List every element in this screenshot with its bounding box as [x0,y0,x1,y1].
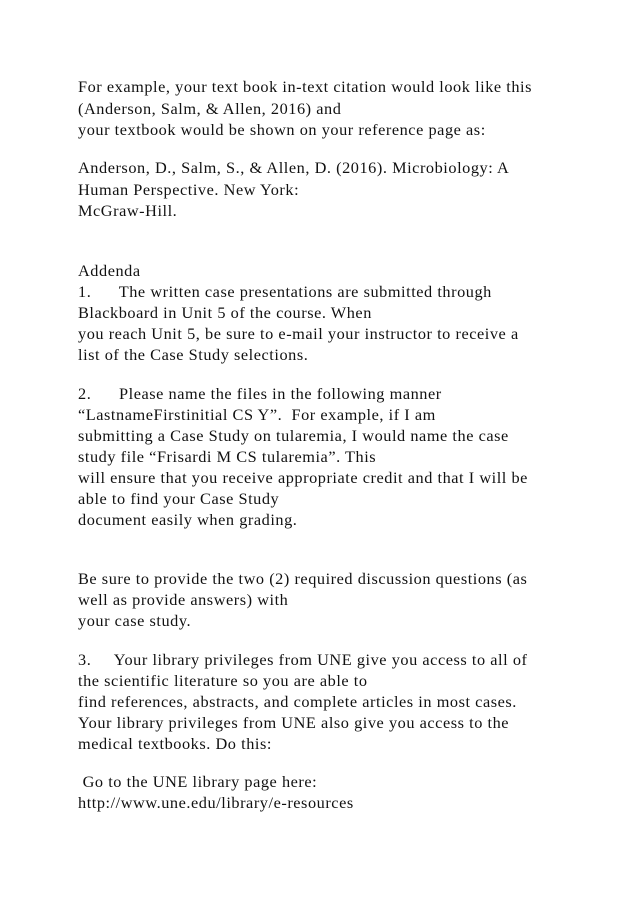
discussion-note-line-1: Be sure to provide the two (2) required discussion questions (as [78,569,528,588]
reference-line-2: Human Perspective. New York: [78,180,300,199]
addenda-item-2-line-6: able to find your Case Study [78,489,280,508]
reference-line-3: McGraw-Hill. [78,201,178,220]
reference-line-1: Anderson, D., Salm, S., & Allen, D. (2016). Microbiology: A [78,158,510,177]
addenda-item-2-line-4: study file “Frisardi M CS tularemia”. This [78,447,377,466]
addenda-item-2-line-7: document easily when grading. [78,510,298,529]
addenda-item-3-line-3: find references, abstracts, and complete articles in most cases. [78,692,517,711]
addenda-item-2-line-5: will ensure that you receive appropriate credit and that I will be [78,468,528,487]
discussion-note-line-3: your case study. [78,611,192,630]
citation-example-line-3: your textbook would be shown on your reference page as: [78,120,486,139]
library-url-line: http://www.une.edu/library/e-resources [78,793,354,812]
addenda-item-2-line-2: “LastnameFirstinitial CS Y”. For example, if I am [78,405,436,424]
addenda-item-1-line-1: 1. The written case presentations are submitted through [78,282,492,301]
citation-example-line-1: For example, your text book in-text citation would look like this [78,77,533,96]
addenda-item-3-line-1: 3. Your library privileges from UNE give you access to all of [78,650,528,669]
addenda-item-2-line-1: 2. Please name the files in the following manner [78,384,442,403]
addenda-item-2-line-3: submitting a Case Study on tularemia, I would name the case [78,426,509,445]
addenda-item-3-line-4: Your library privileges from UNE also give you access to the [78,713,510,732]
addenda-item-1-line-2: Blackboard in Unit 5 of the course. When [78,303,372,322]
addenda-item-3-line-2: the scientific literature so you are able to [78,671,368,690]
addenda-item-1-line-3: you reach Unit 5, be sure to e-mail your instructor to receive a [78,324,519,343]
addenda-heading: Addenda [78,261,141,280]
library-bullet-line: Go to the UNE library page here: [78,772,318,791]
discussion-note-line-2: well as provide answers) with [78,590,289,609]
citation-example-line-2: (Anderson, Salm, & Allen, 2016) and [78,99,342,118]
addenda-item-3-line-5: medical textbooks. Do this: [78,734,272,753]
addenda-item-1-line-4: list of the Case Study selections. [78,345,309,364]
